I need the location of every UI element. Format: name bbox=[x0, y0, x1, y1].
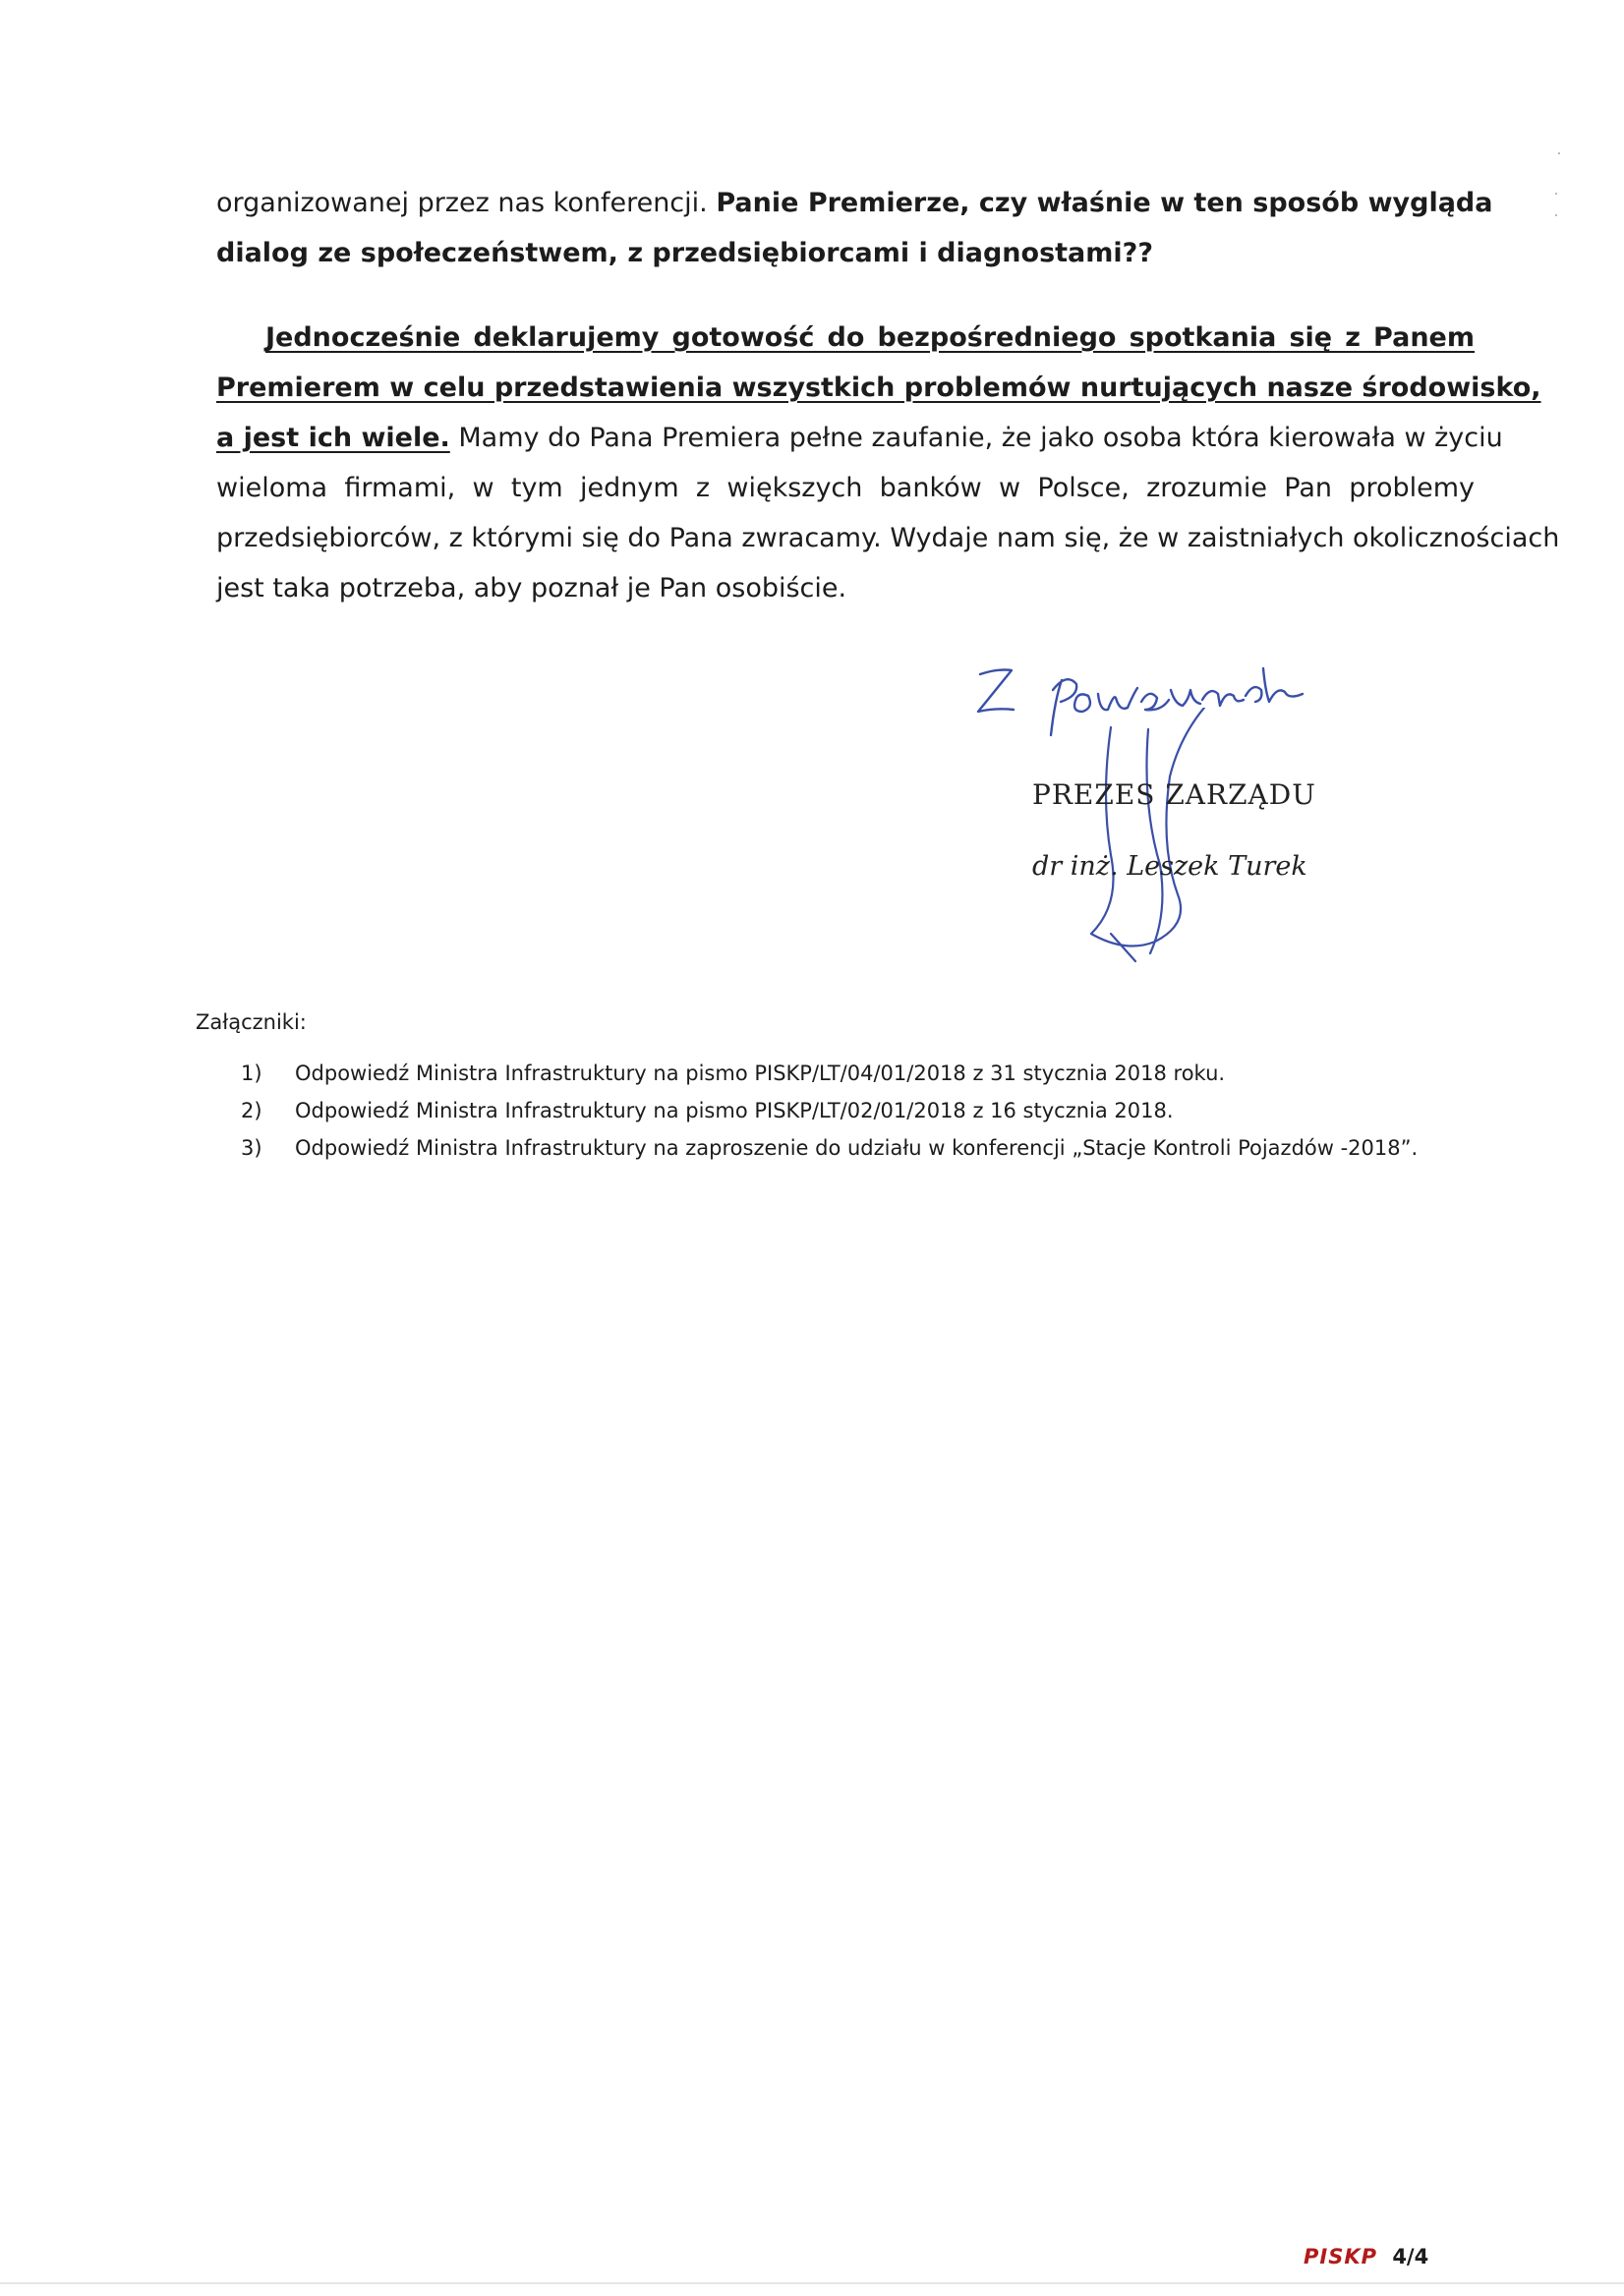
scan-speck bbox=[1555, 193, 1557, 195]
attachment-number: 3) bbox=[241, 1136, 262, 1160]
paragraph-2-line-6: jest taka potrzeba, aby poznał je Pan osobiście. bbox=[216, 573, 847, 603]
paragraph-2-line-3: a jest ich wiele. Mamy do Pana Premiera pełne zaufanie, że jako osoba która kierowała w życiu bbox=[216, 423, 1503, 453]
paragraph-2-line-1: Jednocześnie deklarujemy gotowość do bezpośredniego spotkania się z Panem bbox=[265, 322, 1475, 353]
scan-edge-line bbox=[0, 2282, 1624, 2284]
page-number: 4/4 bbox=[1392, 2245, 1429, 2268]
attachment-text: Odpowiedź Ministra Infrastruktury na zaproszenie do udziału w konferencji „Stacje Kontroli Pojazdów -2018”. bbox=[295, 1136, 1419, 1160]
attachment-text: Odpowiedź Ministra Infrastruktury na pismo PISKP/LT/04/01/2018 z 31 stycznia 2018 roku. bbox=[295, 1062, 1226, 1085]
bold-question: Panie Premierze, czy właśnie w ten sposób wygląda bbox=[716, 188, 1493, 218]
attachment-number: 2) bbox=[241, 1099, 262, 1122]
attachment-item bbox=[241, 1129, 1418, 1167]
paragraph-2 bbox=[216, 313, 1560, 613]
paragraph-1-line-1: organizowanej przez nas konferencji. Panie Premierze, czy właśnie w ten sposób wygląda bbox=[216, 188, 1493, 218]
scan-speck bbox=[1558, 152, 1560, 154]
attachment-item bbox=[241, 1055, 1418, 1092]
paragraph-2-line-4: wieloma firmami, w tym jednym z większych banków w Polsce, zrozumie Pan problemy bbox=[216, 473, 1475, 503]
page-footer bbox=[1304, 2245, 1428, 2268]
attachments-list bbox=[241, 1055, 1418, 1167]
attachment-number: 1) bbox=[241, 1062, 262, 1085]
piskp-logo: PISKP bbox=[1304, 2245, 1377, 2268]
attachment-item bbox=[241, 1092, 1418, 1129]
paragraph-2-line-2: Premierem w celu przedstawienia wszystkich problemów nurtujących nasze środowisko, bbox=[216, 373, 1541, 403]
signature-role: PREZES ZARZĄDU bbox=[1032, 778, 1316, 811]
paragraph-2-line-5: przedsiębiorców, z którymi się do Pana zwracamy. Wydaje nam się, że w zaistniałych okolicznościach bbox=[216, 523, 1560, 553]
scan-speck bbox=[1555, 214, 1557, 216]
attachments-label: Załączniki: bbox=[196, 1010, 307, 1034]
paragraph-1-line-2: dialog ze społeczeństwem, z przedsiębiorcami i diagnostami?? bbox=[216, 238, 1153, 268]
attachment-text: Odpowiedź Ministra Infrastruktury na pismo PISKP/LT/02/01/2018 z 16 stycznia 2018. bbox=[295, 1099, 1174, 1122]
paragraph-1 bbox=[216, 178, 1493, 278]
signature-scrawl bbox=[1032, 708, 1248, 963]
signature-name: dr inż. Leszek Turek bbox=[1032, 851, 1307, 882]
